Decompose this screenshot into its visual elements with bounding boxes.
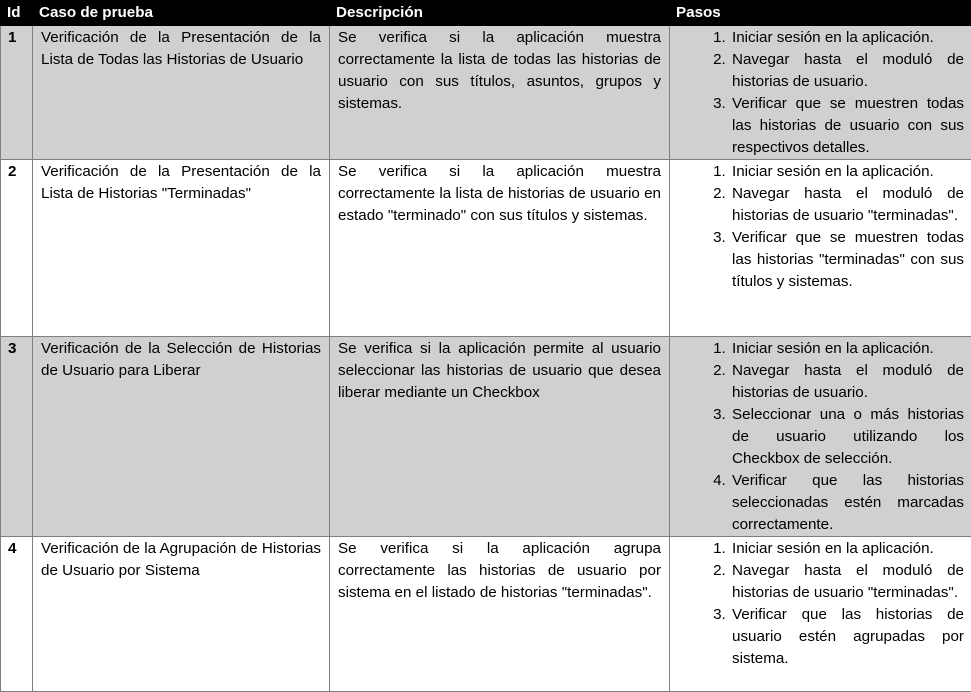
row-case: Verificación de la Presentación de la Lista de Todas las Historias de Usuario — [33, 26, 330, 160]
step-item: 1. Iniciar sesión en la aplicación. — [730, 27, 964, 49]
row-case: Verificación de la Selección de Historias de Usuario para Liberar — [33, 337, 330, 537]
row-id: 4 — [1, 537, 33, 692]
row-steps — [670, 337, 971, 537]
row-description: Se verifica si la aplicación muestra correctamente la lista de historias de usuario en estado "terminado" con sus títulos y sistemas. — [330, 160, 670, 337]
row-case: Verificación de la Presentación de la Lista de Historias "Terminadas" — [33, 160, 330, 337]
header-case: Caso de prueba — [33, 1, 330, 26]
table-row — [1, 160, 971, 337]
step-item: 3. Verificar que se muestren todas las historias "terminadas" con sus títulos y sistemas. — [730, 227, 964, 293]
step-item: 1. Iniciar sesión en la aplicación. — [730, 338, 964, 360]
step-item: 3. Seleccionar una o más historias de usuario utilizando los Checkbox de selección. — [730, 404, 964, 470]
row-id: 3 — [1, 337, 33, 537]
row-description: Se verifica si la aplicación muestra correctamente la lista de todas las historias de usuario con sus títulos, asuntos, grupos y sistemas. — [330, 26, 670, 160]
row-steps — [670, 160, 971, 337]
steps-list — [672, 538, 964, 670]
row-description: Se verifica si la aplicación permite al usuario seleccionar las historias de usuario que desea liberar mediante un Checkbox — [330, 337, 670, 537]
step-item: 2. Navegar hasta el moduló de historias de usuario "terminadas". — [730, 560, 964, 604]
row-steps — [670, 26, 971, 160]
row-id: 2 — [1, 160, 33, 337]
step-item: 3. Verificar que las historias de usuario estén agrupadas por sistema. — [730, 604, 964, 670]
row-id: 1 — [1, 26, 33, 160]
step-item: 2. Navegar hasta el moduló de historias de usuario. — [730, 49, 964, 93]
header-steps: Pasos — [670, 1, 971, 26]
header-description: Descripción — [330, 1, 670, 26]
step-item: 1. Iniciar sesión en la aplicación. — [730, 161, 964, 183]
row-description: Se verifica si la aplicación agrupa correctamente las historias de usuario por sistema en el listado de historias "terminadas". — [330, 537, 670, 692]
steps-list — [672, 338, 964, 536]
table-header-row — [1, 1, 971, 26]
step-item: 3. Verificar que se muestren todas las historias de usuario con sus respectivos detalles. — [730, 93, 964, 159]
table-row — [1, 26, 971, 160]
step-item: 2. Navegar hasta el moduló de historias de usuario. — [730, 360, 964, 404]
table-row — [1, 537, 971, 692]
step-item: 4. Verificar que las historias seleccionadas estén marcadas correctamente. — [730, 470, 964, 536]
row-steps — [670, 537, 971, 692]
steps-list — [672, 27, 964, 159]
table-row — [1, 337, 971, 537]
row-case: Verificación de la Agrupación de Historias de Usuario por Sistema — [33, 537, 330, 692]
step-item: 1. Iniciar sesión en la aplicación. — [730, 538, 964, 560]
header-id: Id — [1, 1, 33, 26]
step-item: 2. Navegar hasta el moduló de historias de usuario "terminadas". — [730, 183, 964, 227]
steps-list — [672, 161, 964, 293]
